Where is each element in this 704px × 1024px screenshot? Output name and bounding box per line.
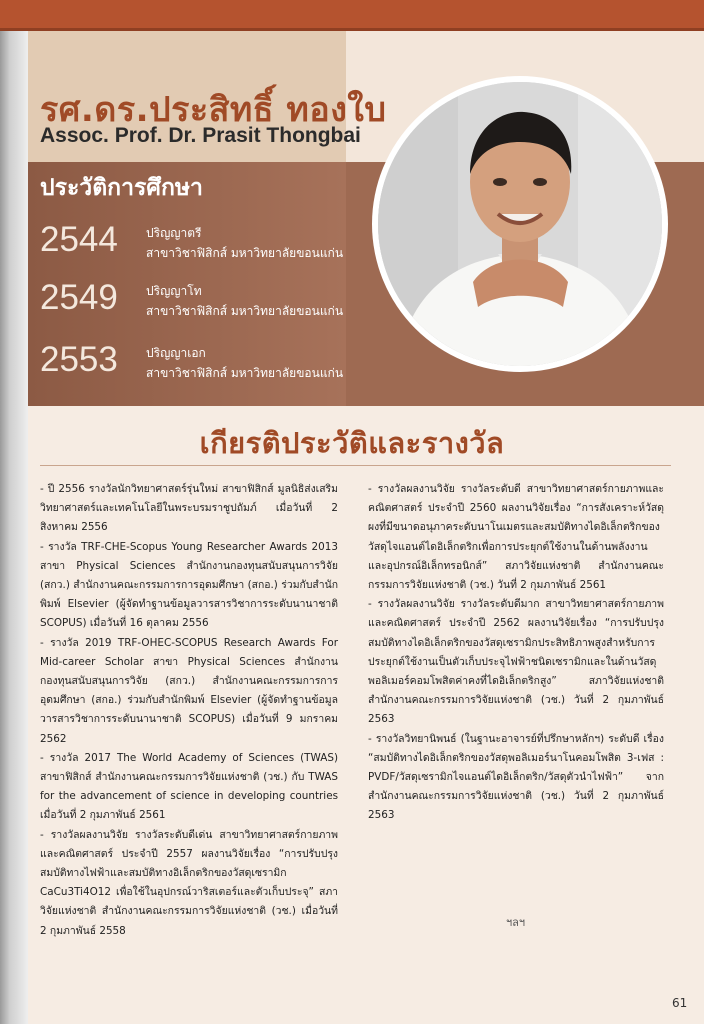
award-item: - รางวัล 2017 The World Academy of Sciences (TWAS) สาขาฟิสิกส์ สำนักงานคณะกรรมการวิจัยแห่งชาติ (วช.) กับ TWAS for the advancement of science in developing countries เมื่อวันที่ 2 กุมภาพันธ์ 2561 [40, 751, 338, 822]
award-item: - รางวัลผลงานวิจัย รางวัลระดับดีมาก สาขาวิทยาศาสตร์กายภาพและคณิตศาสตร์ ประจำปี 2562 ผลงานวิจัยเรื่อง “การปรับปรุงสมบัติทางไดอิเล็กตริกของวัสดุเซรามิกประสิทธิภาพสูงสำหรับการประยุกต์ใช้งานเป็นตัวเก็บประจุไฟฟ้าชนิดเซรามิกและในด้านวัสดุพอลิเมอร์คอมโพสิตค่าคงที่ไดอิเล็กตริกสูง” สภาวิจัยแห่งชาติ สำนักงานคณะกรรมการวิจัยแห่งชาติ (วช.) วันที่ 2 กุมภาพันธ์ 2563 [368, 598, 664, 726]
portrait-photo [378, 82, 662, 366]
awards-right-column [368, 480, 664, 826]
education-year: 2549 [40, 278, 118, 317]
education-item [40, 340, 344, 390]
awards-left-column [40, 480, 338, 941]
education-field: สาขาวิชาฟิสิกส์ มหาวิทยาลัยขอนแก่น [146, 246, 344, 260]
award-item: - รางวัล 2019 TRF-OHEC-SCOPUS Research Awards For Mid-career Scholar สาขา Physical Sciences สำนักงานกองทุนสนับสนุนการวิจัย (สกว.) สำนักงานคณะกรรมการการอุดมศึกษา (สกอ.) ร่วมกับสำนักพิมพ์ Elsevier (ผู้จัดทำฐานข้อมูลวารสารวิชาการระดับนานาชาติ SCOPUS) เมื่อวันที่ 9 มกราคม 2562 [40, 636, 338, 745]
education-item [40, 278, 344, 328]
page-gutter-shadow [0, 31, 28, 1024]
education-degree: ปริญญาโท [146, 284, 202, 298]
award-item: - รางวัลวิทยานิพนธ์ (ในฐานะอาจารย์ที่ปรึกษาหลักฯ) ระดับดี เรื่อง “สมบัติทางไดอิเล็กตริกของวัสดุพอลิเมอร์นาโนคอมโพสิต 3-เฟส : PVDF/วัสดุเซรามิกไจแอนต์ไดอิเล็กตริก/วัสดุตัวนำไฟฟ้า” จากสำนักงานคณะกรรมการวิจัยแห่งชาติ (วช.) วันที่ 2 กุมภาพันธ์ 2563 [368, 732, 664, 822]
name-thai: รศ.ดร.ประสิทธิ์ ทองใบ [40, 90, 387, 130]
education-item [40, 220, 344, 270]
award-item: - รางวัล TRF-CHE-Scopus Young Researcher Awards 2013 สาขา Physical Sciences สำนักงานกองทุนสนับสนุนการวิจัย (สกว.) สำนักงานคณะกรรมการการอุดมศึกษา (สกอ.) ร่วมกับสำนักพิมพ์ Elsevier (ผู้จัดทำฐานข้อมูลวารสารวิชาการระดับนานาชาติ SCOPUS) เมื่อวันที่ 16 ตุลาคม 2556 [40, 540, 338, 630]
name-english: Assoc. Prof. Dr. Prasit Thongbai [40, 124, 361, 147]
education-year: 2544 [40, 220, 118, 259]
title-divider [40, 465, 671, 466]
top-decorative-band [0, 0, 704, 31]
awards-title: เกียรติประวัติและรางวัล [199, 426, 505, 460]
education-title: ประวัติการศึกษา [40, 175, 203, 201]
education-field: สาขาวิชาฟิสิกส์ มหาวิทยาลัยขอนแก่น [146, 304, 344, 318]
education-degree: ปริญญาตรี [146, 226, 202, 240]
education-degree: ปริญญาเอก [146, 346, 206, 360]
education-field: สาขาวิชาฟิสิกส์ มหาวิทยาลัยขอนแก่น [146, 366, 344, 380]
award-item: - รางวัลผลงานวิจัย รางวัลระดับดี สาขาวิทยาศาสตร์กายภาพและคณิตศาสตร์ ประจำปี 2560 ผลงานวิจัยเรื่อง “การสังเคราะห์วัสดุผงที่มีขนาดอนุภาคระดับนาโนเมตรและสมบัติทางไดอิเล็กตริกของวัสดุไจแอนต์ไดอิเล็กตริกเพื่อการประยุกต์ใช้งานในด้านพลังงานและอุปกรณ์อิเล็กทรอนิกส์” สภาวิจัยแห่งชาติ สำนักงานคณะกรรมการวิจัยแห่งชาติ (วช.) วันที่ 2 กุมภาพันธ์ 2561 [368, 483, 664, 592]
award-item: - ปี 2556 รางวัลนักวิทยาศาสตร์รุ่นใหม่ สาขาฟิสิกส์ มูลนิธิส่งเสริมวิทยาศาสตร์และเทคโนโลยีในพระบรมราชูปถัมภ์ เมื่อวันที่ 2 สิงหาคม 2556 [40, 483, 338, 534]
award-item: - รางวัลผลงานวิจัย รางวัลระดับดีเด่น สาขาวิทยาศาสตร์กายภาพและคณิตศาสตร์ ประจำปี 2557 ผลงานวิจัยเรื่อง “การปรับปรุงสมบัติทางไฟฟ้าและสมบัติทางอิเล็กตริกของวัสดุเซรามิก CaCu3Ti4O12 เพื่อใช้ในอุปกรณ์วาริสเตอร์และตัวเก็บประจุ” สภาวิจัยแห่งชาติ สำนักงานคณะกรรมการวิจัยแห่งชาติ (วช.) เมื่อวันที่ 2 กุมภาพันธ์ 2558 [40, 828, 338, 937]
continued-mark: ฯลฯ [506, 916, 526, 929]
page-number: 61 [672, 996, 688, 1010]
education-year: 2553 [40, 340, 118, 379]
